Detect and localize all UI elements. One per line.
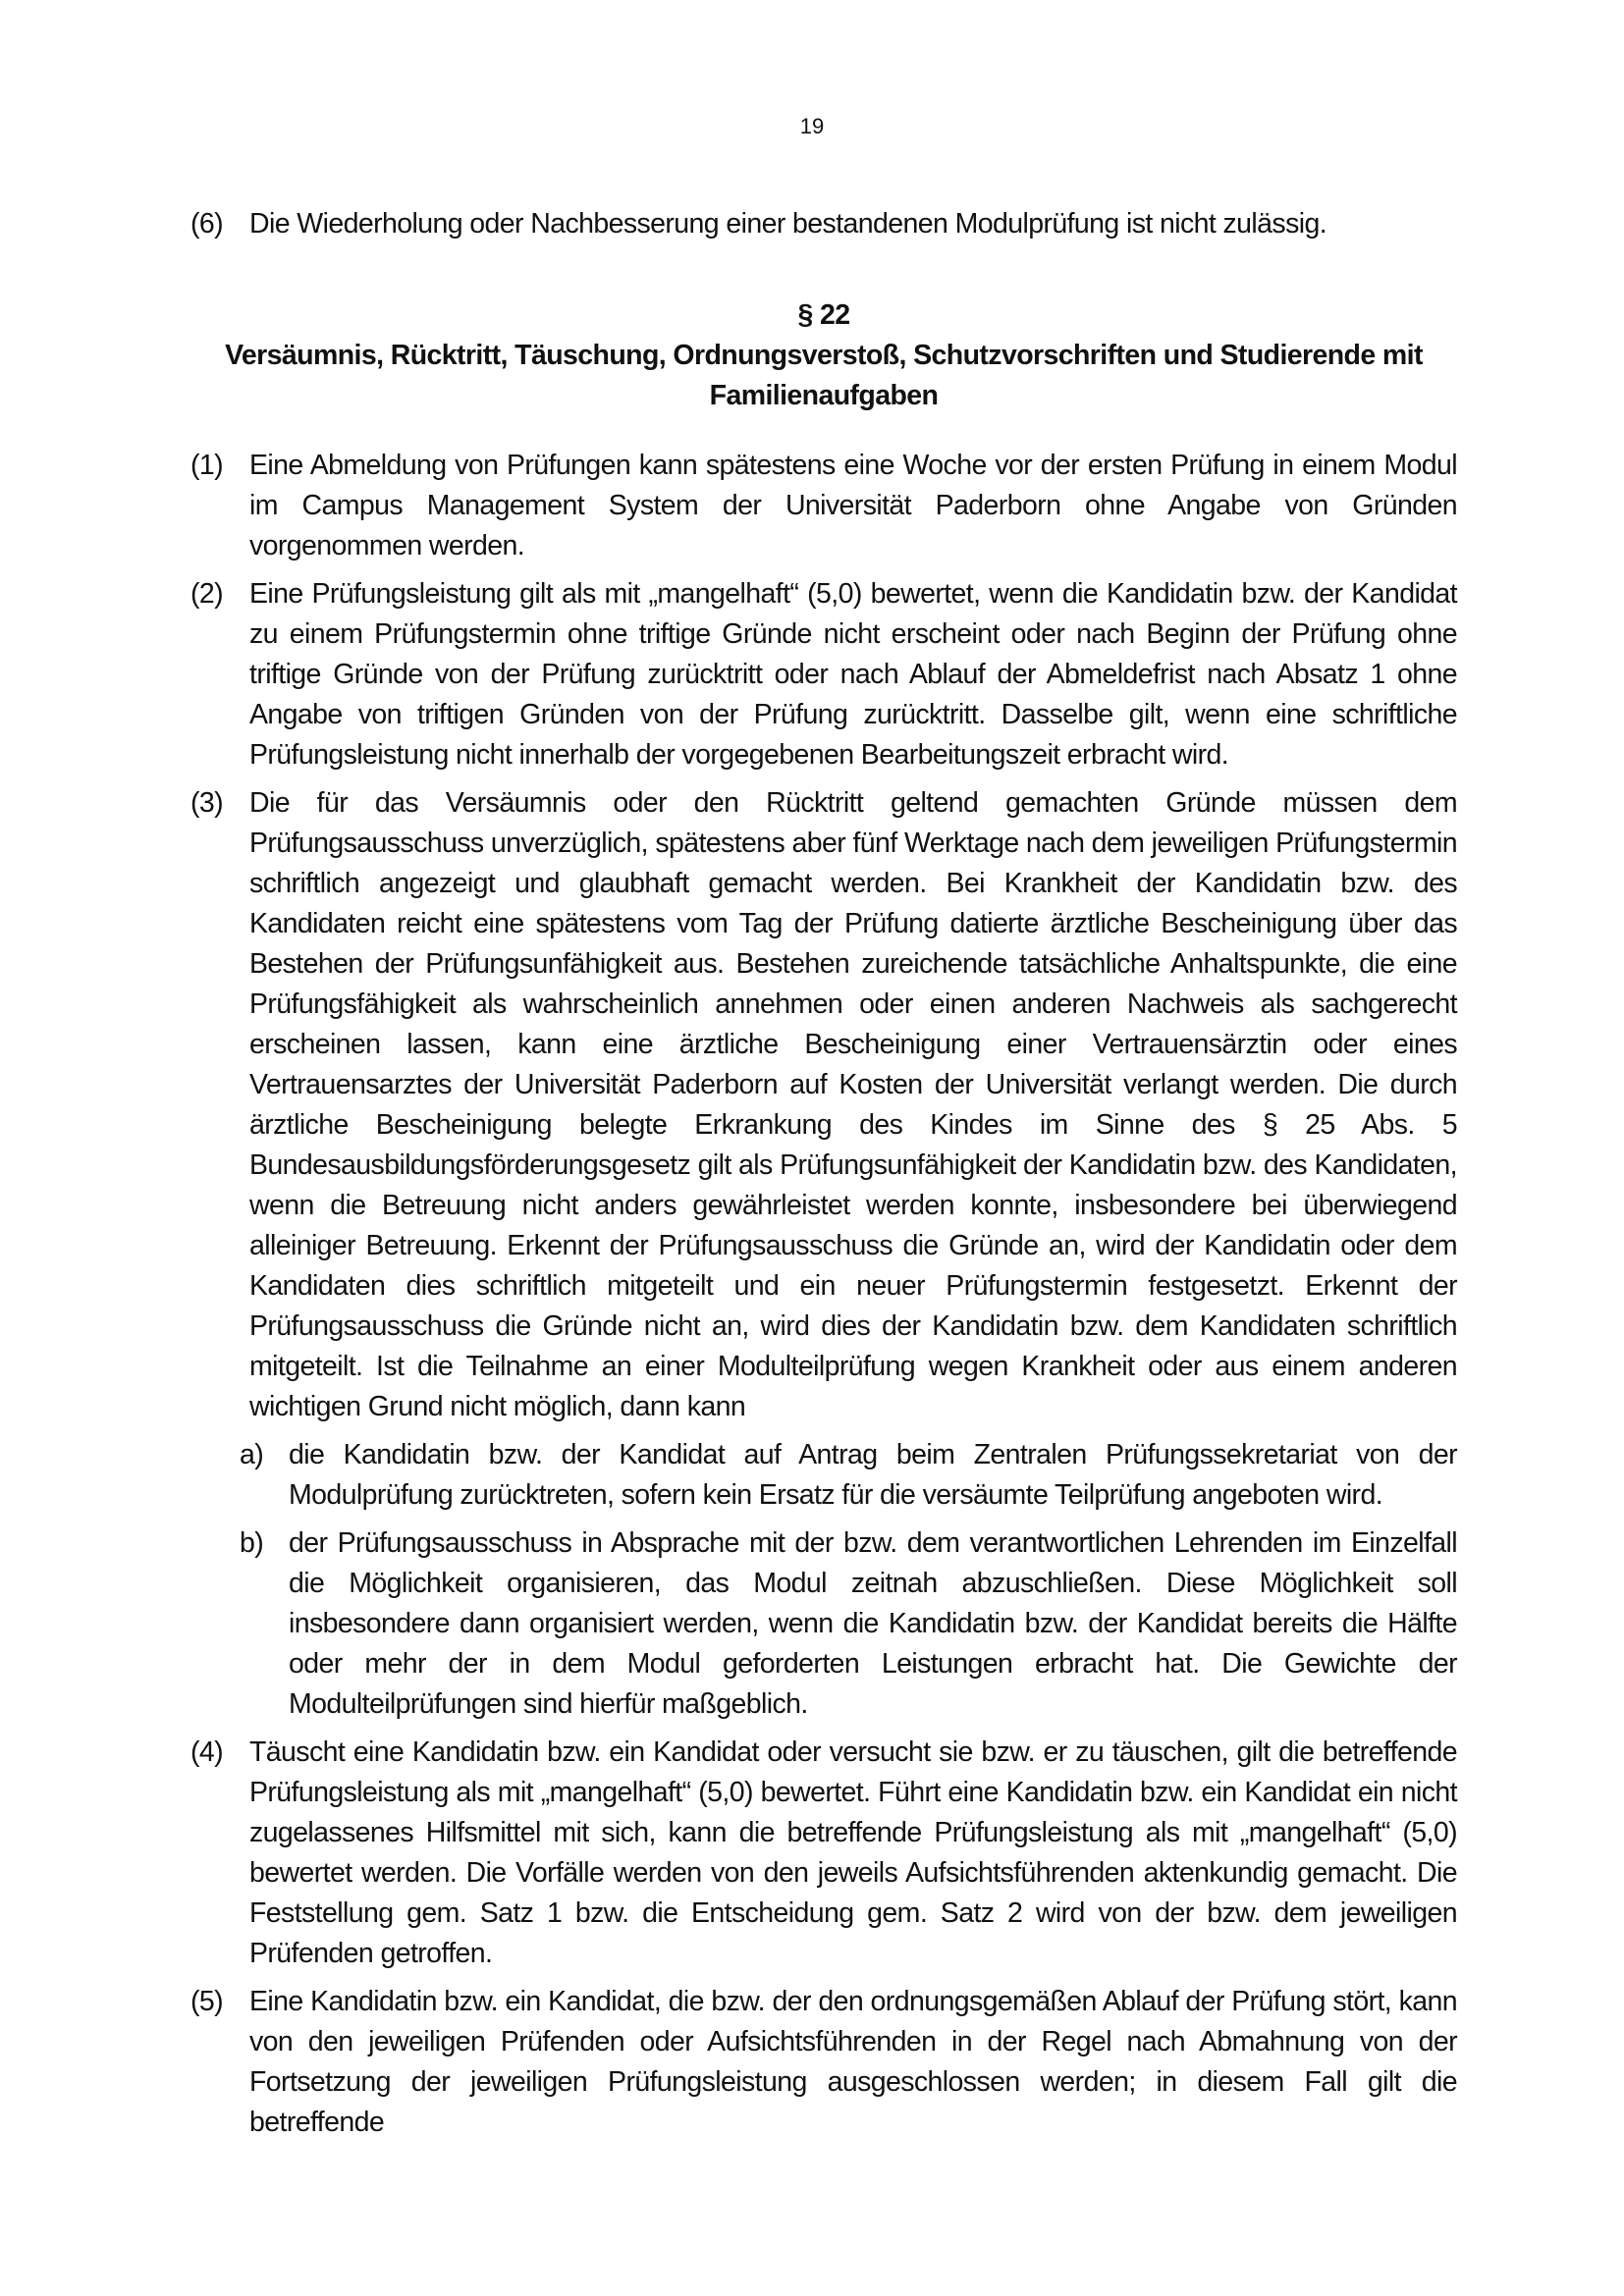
subitem-label: a) xyxy=(240,1439,264,1470)
paragraph-6 xyxy=(190,204,1457,244)
page-number: 19 xyxy=(799,114,825,138)
subitem-label: b) xyxy=(240,1527,264,1559)
paragraph-number: (1) xyxy=(190,450,224,481)
paragraph-number: (4) xyxy=(190,1736,224,1768)
paragraph-number: (5) xyxy=(190,1986,224,2017)
paragraph-text: Die für das Versäumnis oder den Rücktritt geltend gemachten Gründe müssen dem Prüfungsausschuss unverzüglich, spätestens aber fünf Werktage nach dem jeweiligen Prüfungstermin schriftlich angezeigt und glaubhaft gemacht werden. Bei Krankheit der Kandidatin bzw. des Kandidaten reicht eine spätestens vom Tag der Prüfung datierte ärztliche Bescheinigung über das Bestehen der Prüfungsunfähigkeit aus. Bestehen zureichende tatsächliche Anhaltspunkte, die eine Prüfungsfähigkeit als wahrscheinlich annehmen oder einen anderen Nachweis als sachgerecht erscheinen lassen, kann eine ärztliche Bescheinigung einer Vertrauensärztin oder eines Vertrauensarztes der Universität Paderborn auf Kosten der Universität verlangt werden. Die durch ärztliche Bescheinigung belegte Erkrankung des Kindes im Sinne des § 25 Abs. 5 Bundesausbildungsförderungsgesetz gilt als Prüfungsunfähigkeit der Kandidatin bzw. des Kandidaten, wenn die Betreuung nicht anders gewährleistet werden konnte, insbesondere bei überwiegend alleiniger Betreuung. Erkennt der Prüfungsausschuss die Gründe an, wird der Kandidatin oder dem Kandidaten dies schriftlich mitgeteilt und ein neuer Prüfungstermin festgesetzt. Erkennt der Prüfungsausschuss die Gründe nicht an, wird dies der Kandidatin bzw. dem Kandidaten schriftlich mitgeteilt. Ist die Teilnahme an einer Modulteilprüfung wegen Krankheit oder aus einem anderen wichtigen Grund nicht möglich, dann kann xyxy=(249,787,1457,1422)
paragraph-1 xyxy=(190,446,1457,566)
section-title-line-1: Versäumnis, Rücktritt, Täuschung, Ordnungsverstoß, Schutzvorschriften und Studierende mit xyxy=(225,340,1423,371)
paragraph-3 xyxy=(190,783,1457,1427)
paragraph-4 xyxy=(190,1733,1457,1974)
paragraph-number: (6) xyxy=(190,208,224,240)
paragraph-5 xyxy=(190,1982,1457,2143)
paragraph-text: Eine Kandidatin bzw. ein Kandidat, die bzw. der den ordnungsgemäßen Ablauf der Prüfung stört, kann von den jeweiligen Prüfenden oder Aufsichtsführenden in der Regel nach Abmahnung von der Fortsetzung der jeweiligen Prüfungsleistung ausgeschlossen werden; in diesem Fall gilt die betreffende xyxy=(249,1986,1457,2138)
subitem-b xyxy=(240,1523,1457,1725)
subitem-text: die Kandidatin bzw. der Kandidat auf Antrag beim Zentralen Prüfungssekretariat von der Modulprüfung zurücktreten, sofern kein Ersatz für die versäumte Teilprüfung angeboten wird. xyxy=(289,1439,1457,1511)
section-number: § 22 xyxy=(797,299,850,331)
paragraph-text: Täuscht eine Kandidatin bzw. ein Kandidat oder versucht sie bzw. er zu täuschen, gilt die betreffende Prüfungsleistung als mit „mangelhaft“ (5,0) bewertet. Führt eine Kandidatin bzw. ein Kandidat ein nicht zugelassenes Hilfsmittel mit sich, kann die betreffende Prüfungsleistung als mit „mangelhaft“ (5,0) bewertet werden. Die Vorfälle werden von den jeweils Aufsichtsführenden aktenkundig gemacht. Die Feststellung gem. Satz 1 bzw. die Entscheidung gem. Satz 2 wird von der bzw. dem jeweiligen Prüfenden getroffen. xyxy=(249,1736,1457,1969)
paragraph-number: (2) xyxy=(190,578,224,610)
paragraph-2 xyxy=(190,574,1457,775)
paragraph-text: Eine Abmeldung von Prüfungen kann spätestens eine Woche vor der ersten Prüfung in einem Modul im Campus Management System der Universität Paderborn ohne Angabe von Gründen vorgenommen werden. xyxy=(249,450,1457,561)
section-title-line-2: Familienaufgaben xyxy=(709,380,939,411)
subitem-a xyxy=(240,1435,1457,1516)
subitem-text: der Prüfungsausschuss in Absprache mit der bzw. dem verantwortlichen Lehrenden im Einzelfall die Möglichkeit organisieren, das Modul zeitnah abzuschließen. Diese Möglichkeit soll insbesondere dann organisiert werden, wenn die Kandidatin bzw. der Kandidat bereits die Hälfte oder mehr der in dem Modul geforderten Leistungen erbracht hat. Die Gewichte der Modulteilprüfungen sind hierfür maßgeblich. xyxy=(289,1527,1457,1720)
document-body xyxy=(190,204,1457,2151)
paragraph-number: (3) xyxy=(190,787,224,819)
paragraph-text: Die Wiederholung oder Nachbesserung einer bestandenen Modulprüfung ist nicht zulässig. xyxy=(249,208,1327,240)
paragraph-text: Eine Prüfungsleistung gilt als mit „mangelhaft“ (5,0) bewertet, wenn die Kandidatin bzw. der Kandidat zu einem Prüfungstermin ohne triftige Gründe nicht erscheint oder nach Beginn der Prüfung ohne triftige Gründe von der Prüfung zurücktritt oder nach Ablauf der Abmeldefrist nach Absatz 1 ohne Angabe von triftigen Gründen von der Prüfung zurücktritt. Dasselbe gilt, wenn eine schriftliche Prüfungsleistung nicht innerhalb der vorgegebenen Bearbeitungszeit erbracht wird. xyxy=(249,578,1457,771)
section-heading xyxy=(190,295,1457,416)
